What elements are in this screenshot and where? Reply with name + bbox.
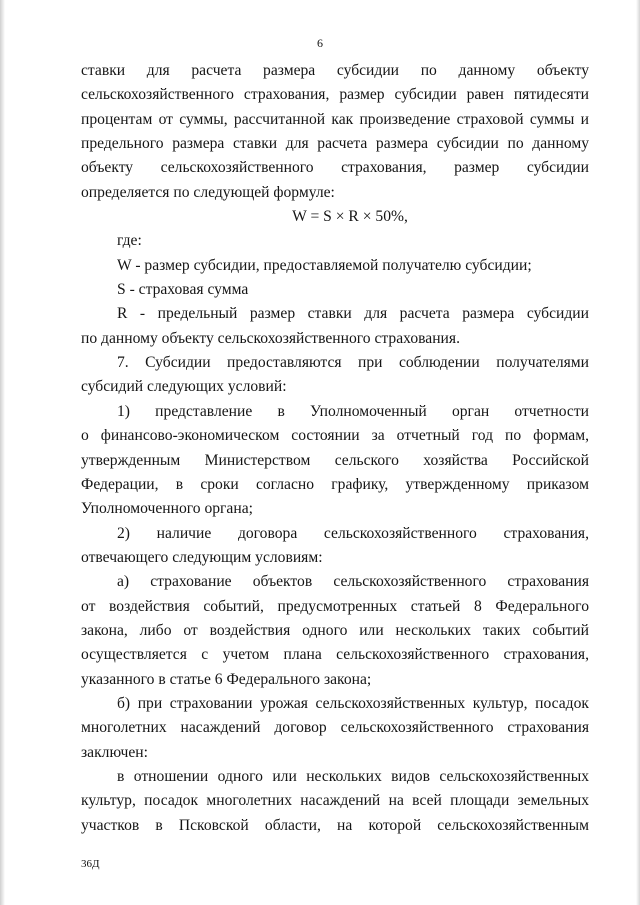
paragraph [81, 692, 589, 765]
text-line: закона, либо от воздействия одного или нескольких таких событий [81, 621, 589, 639]
paragraph [81, 765, 589, 838]
text-line: объекту сельскохозяйственного страхования, размер субсидии [81, 159, 589, 177]
paragraph [81, 59, 589, 205]
text-line: в отношении одного или нескольких видов сельскохозяйственных [117, 767, 589, 785]
paragraph [81, 351, 589, 400]
text-line: процентам от суммы, рассчитанной как произведение страховой суммы и [81, 110, 589, 128]
formula-line: W = S × R × 50%, [292, 208, 408, 226]
text-line: предельного размера ставки для расчета размера субсидии по данному [81, 135, 589, 153]
text-line: отвечающего следующим условиям: [81, 548, 323, 566]
paragraph [81, 278, 589, 302]
text-line: культур, посадок многолетних насаждений на всей площади земельных [81, 792, 589, 810]
paragraph [81, 229, 589, 253]
text-line: S - страховая сумма [117, 281, 249, 299]
footer-document-code: 36Д [81, 858, 100, 870]
text-line: а) страхование объектов сельскохозяйственного страхования [117, 573, 589, 591]
text-line: W - размер субсидии, предоставляемой получателю субсидии; [117, 256, 532, 274]
text-line: участков в Псковской области, на которой сельскохозяйственным [81, 816, 589, 834]
text-line: утвержденным Министерством сельского хозяйства Российской [81, 451, 589, 469]
text-line: заключен: [81, 743, 148, 761]
scan-edge-left [0, 0, 5, 905]
text-line: ставки для расчета размера субсидии по данному объекту [81, 62, 589, 79]
document-body [81, 59, 589, 838]
text-line: где: [117, 232, 142, 250]
text-line: субсидий следующих условий: [81, 378, 287, 396]
paragraph [81, 254, 589, 278]
paragraph [81, 570, 589, 692]
text-line: указанного в статье 6 Федерального закона; [81, 670, 372, 688]
text-line: 7. Субсидии предоставляются при соблюдении получателями [117, 354, 589, 372]
text-line: б) при страховании урожая сельскохозяйственных культур, посадок [117, 694, 589, 712]
text-line: от воздействия событий, предусмотренных статьей 8 Федерального [81, 597, 589, 615]
paragraph [81, 302, 589, 351]
text-line: о финансово-экономическом состоянии за отчетный год по формам, [81, 427, 589, 445]
text-line: Уполномоченного органа; [81, 500, 253, 518]
text-line: Федерации, в сроки согласно графику, утвержденному приказом [81, 475, 589, 493]
text-line: многолетних насаждений договор сельскохозяйственного страхования [81, 719, 589, 737]
paragraph [81, 400, 589, 522]
text-line: сельскохозяйственного страхования, размер субсидии равен пятидесяти [81, 86, 589, 104]
formula [81, 205, 589, 229]
paragraph [81, 522, 589, 571]
text-line: осуществляется с учетом плана сельскохозяйственного страхования, [81, 646, 589, 664]
scan-edge-right [636, 0, 640, 905]
text-line: по данному объекту сельскохозяйственного страхования. [81, 329, 460, 347]
text-line: определяется по следующей формуле: [81, 183, 335, 201]
text-line: 1) представление в Уполномоченный орган отчетности [117, 402, 589, 420]
text-line: R - предельный размер ставки для расчета размера субсидии [117, 305, 589, 323]
text-line: 2) наличие договора сельскохозяйственного страхования, [117, 524, 589, 542]
page-number: 6 [317, 36, 323, 50]
